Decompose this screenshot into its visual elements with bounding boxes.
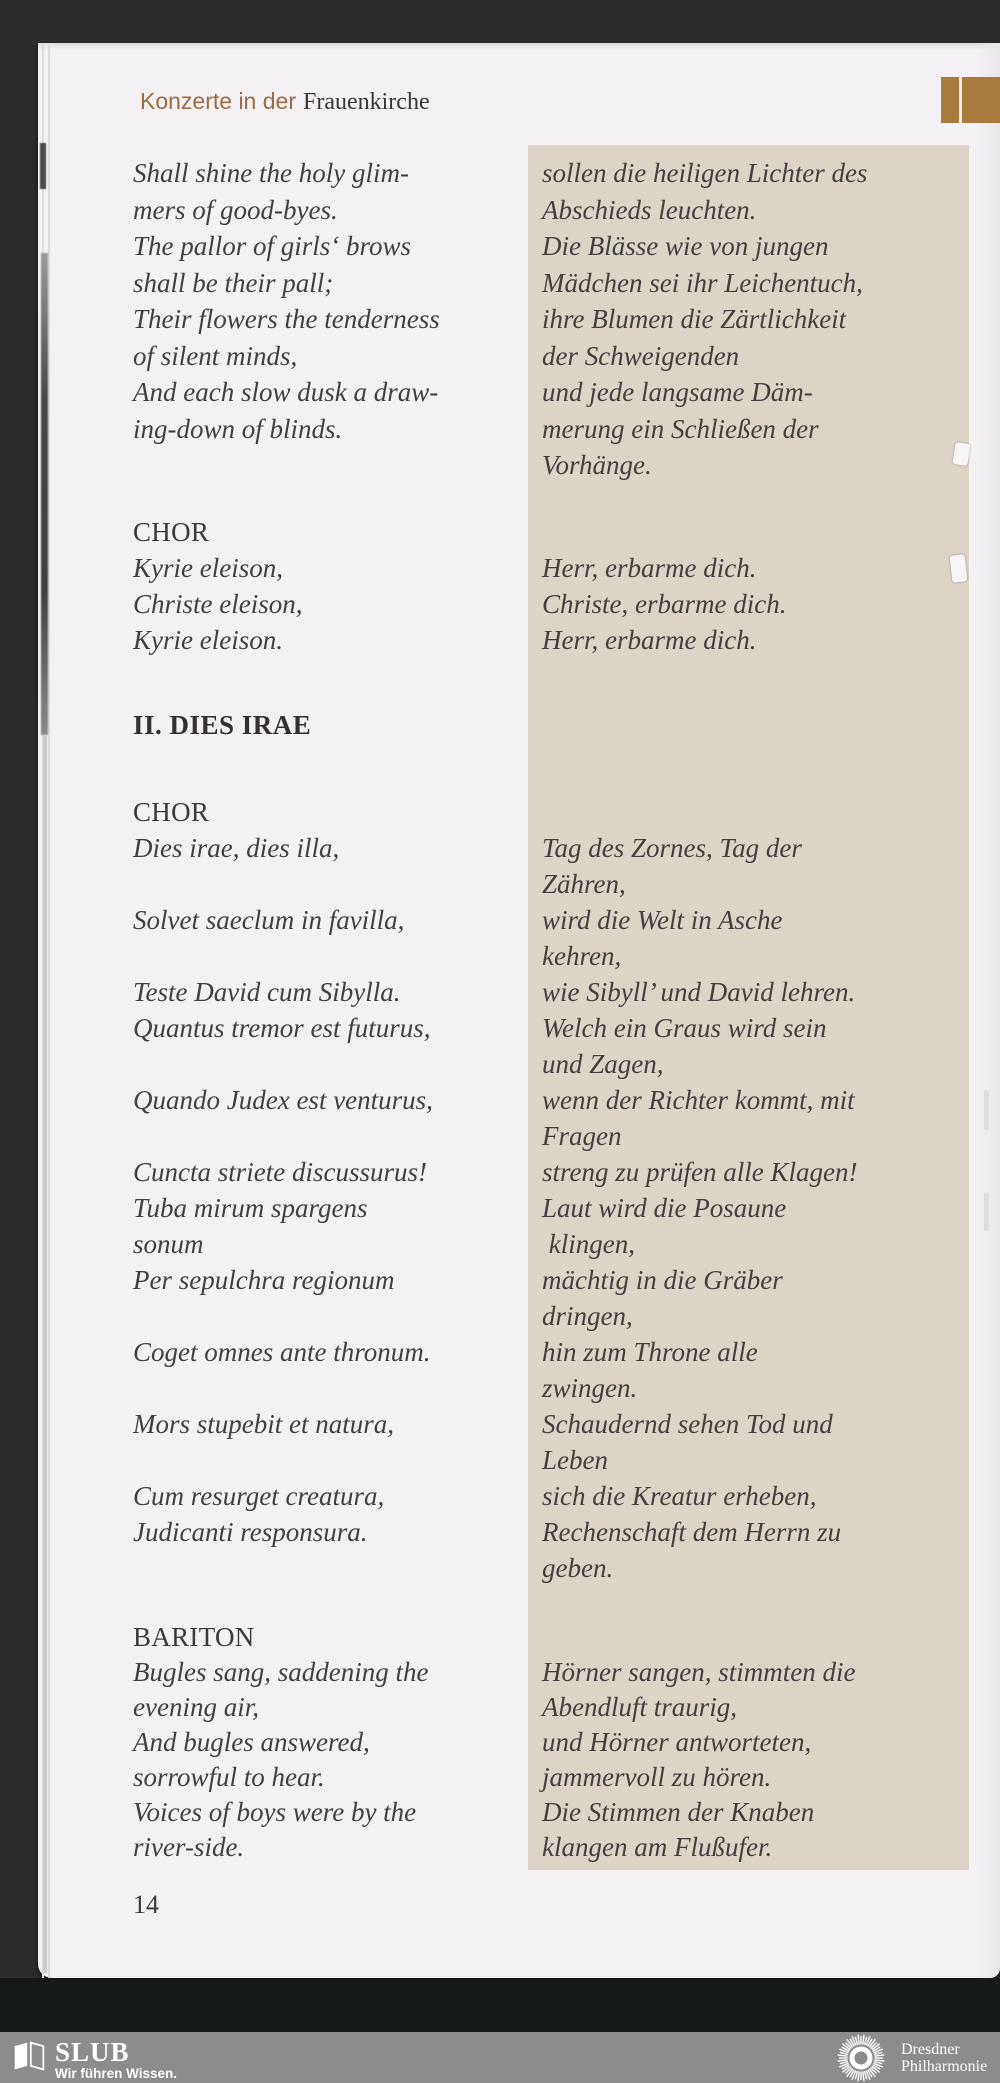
libretto-line: And bugles answered, [133,1727,370,1757]
page-edge-line [48,43,50,1978]
libretto-line: Die Blässe wie von jungen [542,231,829,261]
libretto-line: und jede langsame Däm- [542,377,813,407]
libretto-line: Welch ein Graus wird sein [542,1013,827,1043]
staple-mark [950,554,968,582]
libretto-line: Voices of boys were by the [133,1797,417,1827]
libretto-line: Laut wird die Posaune [542,1193,787,1223]
voice-label: BARITON [133,1622,255,1652]
libretto-line: The pallor of girls‘ brows [133,231,412,261]
libretto-line [133,938,523,974]
libretto-line: Kyrie eleison. [133,625,283,655]
libretto-line: Shall shine the holy glim- [133,158,409,188]
libretto-line: sorrowful to hear. [133,1762,325,1792]
libretto-line: mers of good-byes. [133,194,338,225]
libretto-line [542,794,967,830]
libretto-line [133,1442,523,1478]
page-edge-shadow [43,735,47,1973]
libretto-line: kehren, [542,941,622,971]
libretto-line: klingen, [542,1229,635,1259]
libretto-line: Bugles sang, saddening the [133,1657,429,1687]
page-header [140,86,430,117]
libretto-line [542,1620,967,1655]
section-heading-dies-irae-heading: II. DIES IRAE [133,710,312,740]
scanner-background [0,1978,1000,2032]
german-translation-column [542,155,967,484]
libretto-line: evening air, [133,1692,259,1722]
philharmonie-name-line1: Dresdner [901,2041,960,2058]
libretto-line: sollen die heiligen Lichter des [542,158,868,188]
libretto-line: sonum [133,1229,204,1259]
libretto-line: shall be their pall; [133,267,334,298]
libretto-line: Per sepulchra regionum [133,1265,395,1295]
header-venue-label: Frauenkirche [302,89,430,115]
page-tab-marker [941,77,1000,123]
libretto-line: geben. [542,1553,614,1583]
libretto-line [542,514,967,550]
libretto-line: Dies irae, dies illa, [133,833,340,863]
german-translation-column [542,514,967,658]
slub-tagline: Wir führen Wissen. [55,2066,178,2081]
libretto-line: und Hörner antworteten, [542,1727,812,1757]
libretto-line: Kyrie eleison, [133,553,283,583]
libretto-line: ihre Blumen die Zärtlichkeit [542,304,847,334]
libretto-line: dringen, [542,1301,633,1331]
page-edge-shadow [40,143,46,189]
libretto-line: Hörner sangen, stimmten die [542,1657,856,1687]
libretto-line: Teste David cum Sibylla. [133,977,401,1007]
libretto-line: Solvet saeclum in favilla, [133,905,405,935]
libretto-line: Cuncta striete discussurus! [133,1157,427,1187]
libretto-line: merung ein Schließen der [542,413,819,444]
libretto-line: der Schweigenden [542,340,740,371]
libretto-line: zwingen. [542,1373,638,1403]
page-fold-seam [959,77,962,123]
libretto-line: Tuba mirum spargens [133,1193,368,1223]
libretto-line: klangen am Flußufer. [542,1832,773,1862]
philharmonie-name [901,2041,987,2075]
voice-label: CHOR [133,797,210,827]
libretto-line: river-side. [133,1832,245,1862]
header-series-label: Konzerte in der [140,88,296,114]
voice-label: CHOR [133,517,210,547]
libretto-line: Quantus tremor est futurus, [133,1013,431,1043]
german-translation-column [542,794,967,1586]
libretto-line: Judicanti responsura. [133,1517,368,1547]
gutter-mark [984,1090,989,1130]
original-text-column [133,1620,523,1865]
libretto-line: Zähren, [542,869,626,899]
libretto-line: mächtig in die Gräber [542,1265,783,1295]
page-edge-shadow [41,253,48,735]
libretto-line: Coget omnes ante thronum. [133,1337,431,1367]
libretto-line [133,1298,523,1334]
libretto-line: Abendluft traurig, [542,1692,737,1722]
libretto-line: hin zum Throne alle [542,1337,758,1367]
libretto-line [133,1046,523,1082]
sunburst-icon [837,2034,885,2082]
libretto-line: wenn der Richter kommt, mit [542,1085,855,1115]
libretto-line: Herr, erbarme dich. [542,625,757,655]
libretto-line: jammervoll zu hören. [542,1762,772,1792]
libretto-line: Their flowers the tenderness [133,304,440,334]
libretto-line: wie Sibyll’ und David lehren. [542,977,856,1007]
libretto-line [133,1118,523,1154]
slub-book-icon [12,2039,46,2073]
libretto-line: Rechenschaft dem Herrn zu [542,1517,842,1547]
libretto-line: Mädchen sei ihr Leichentuch, [542,267,863,298]
libretto-line: Abschieds leuchten. [542,194,757,225]
libretto-line: Herr, erbarme dich. [542,553,757,583]
philharmonie-name-line2: Philharmonie [901,2058,988,2075]
libretto-line: Cum resurget creatura, [133,1481,385,1511]
libretto-line: sich die Kreatur erheben, [542,1481,817,1511]
libretto-line: Fragen [542,1121,622,1151]
libretto-line: Tag des Zornes, Tag der [542,833,802,863]
gutter-mark [984,1193,989,1231]
libretto-line: ing-down of blinds. [133,413,343,444]
libretto-line [133,1370,523,1406]
staple-mark [953,442,971,466]
libretto-line: Mors stupebit et natura, [133,1409,394,1439]
page-number: 14 [133,1890,159,1919]
original-text-column [133,794,523,1550]
libretto-line [133,866,523,902]
german-translation-column [542,1620,967,1865]
libretto-line: Leben [542,1445,608,1475]
original-text-column [133,155,523,447]
libretto-line: And each slow dusk a draw- [133,377,439,407]
libretto-line: Christe, erbarme dich. [542,589,787,619]
slub-name: SLUB [55,2037,130,2067]
libretto-line: Schaudernd sehen Tod und [542,1409,833,1439]
libretto-line: streng zu prüfen alle Klagen! [542,1157,858,1187]
libretto-line: und Zagen, [542,1049,664,1079]
libretto-line: Christe eleison, [133,589,303,619]
libretto-line: Die Stimmen der Knaben [542,1797,815,1827]
original-text-column [133,514,523,658]
libretto-line: wird die Welt in Asche [542,905,783,935]
libretto-line: Quando Judex est venturus, [133,1085,433,1115]
program-page [38,43,1000,1978]
footer-bar [0,2032,1000,2083]
libretto-line: of silent minds, [133,340,298,371]
libretto-line: Vorhänge. [542,450,652,480]
